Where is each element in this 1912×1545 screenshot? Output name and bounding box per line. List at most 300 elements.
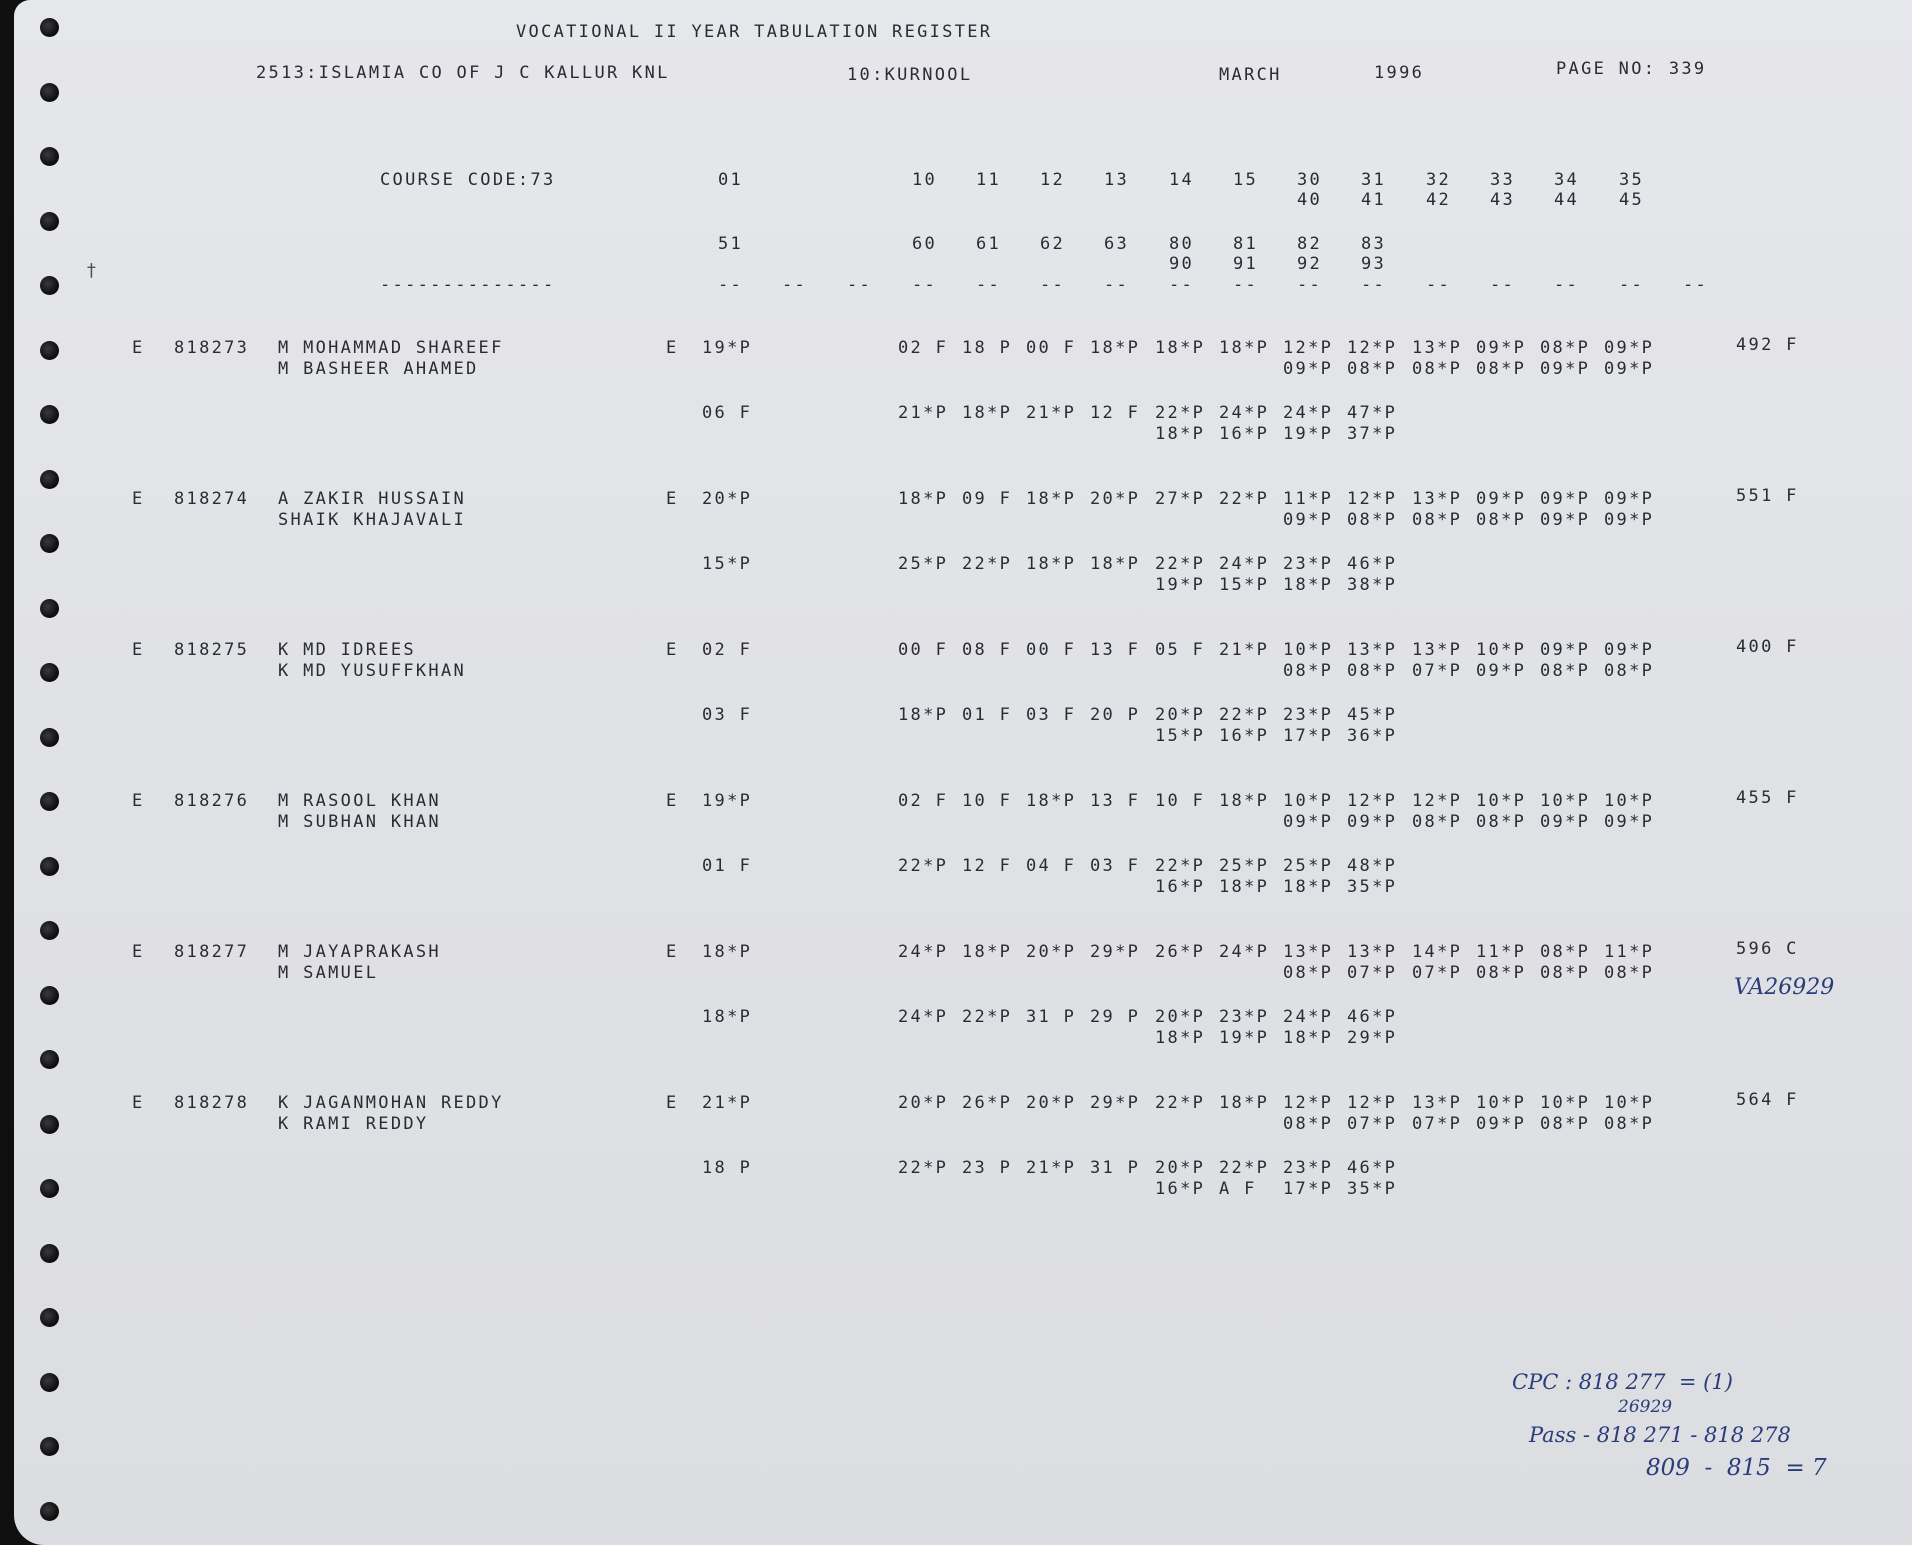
mark-cell: 10*P: [1476, 1093, 1527, 1113]
total-result: 596 C: [1736, 939, 1799, 959]
handwritten-note-count: 809 - 815 = 7: [1646, 1455, 1827, 1481]
mark-cell: 18*P: [1090, 554, 1141, 574]
handwritten-note-pass: Pass - 818 271 - 818 278: [1529, 1423, 1791, 1447]
mark-cell: 02 F: [898, 791, 949, 811]
mark-cell: 18*P: [1219, 877, 1270, 897]
mark-cell: 00 F: [1026, 640, 1077, 660]
punch-hole: [40, 857, 59, 876]
mark-cell: 09*P: [1347, 812, 1398, 832]
mark-cell: 01 F: [702, 856, 753, 876]
mark-cell: 24*P: [1219, 554, 1270, 574]
exam-month: MARCH: [1219, 65, 1282, 85]
mark-cell: 27*P: [1155, 489, 1206, 509]
record-prefix: E: [132, 1093, 145, 1113]
mark-cell: 20*P: [1155, 1158, 1206, 1178]
course-column-code: 63: [1104, 234, 1130, 254]
mark-cell: 31 P: [1090, 1158, 1141, 1178]
mark-cell: 16*P: [1219, 726, 1270, 746]
mark-cell: 21*P: [1026, 1158, 1077, 1178]
punch-holes: [32, 0, 68, 1545]
course-column-code: 34: [1554, 170, 1580, 190]
student-name: K JAGANMOHAN REDDY: [278, 1093, 504, 1113]
course-column-code: 80: [1169, 234, 1195, 254]
course-column-code: 30: [1297, 170, 1323, 190]
mark-cell: 22*P: [1219, 705, 1270, 725]
mark-cell: 21*P: [702, 1093, 753, 1113]
mark-cell: 18*P: [962, 403, 1013, 423]
column-dash: --: [1361, 275, 1387, 295]
mark-cell: 08*P: [1412, 359, 1463, 379]
mark-cell: 22*P: [1155, 856, 1206, 876]
punch-hole: [40, 276, 59, 295]
course-column-code: 14: [1169, 170, 1195, 190]
mark-cell: 37*P: [1347, 424, 1398, 444]
punch-hole: [40, 1437, 59, 1456]
course-column-code: 15: [1233, 170, 1259, 190]
record-prefix: E: [132, 942, 145, 962]
mark-cell: 13 F: [1090, 791, 1141, 811]
column-dash: --: [1233, 275, 1259, 295]
course-column-code: 60: [912, 234, 938, 254]
mark-cell: 09 F: [962, 489, 1013, 509]
mark-cell: 19*P: [1155, 575, 1206, 595]
mark-cell: 07*P: [1347, 963, 1398, 983]
father-name: M BASHEER AHAMED: [278, 359, 479, 379]
mark-cell: 13*P: [1412, 640, 1463, 660]
column-dash: --: [1554, 275, 1580, 295]
mark-cell: 24*P: [1283, 1007, 1334, 1027]
mark-cell: 21*P: [1219, 640, 1270, 660]
punch-hole: [40, 1308, 59, 1327]
mark-cell: 12*P: [1347, 791, 1398, 811]
student-name: M RASOOL KHAN: [278, 791, 441, 811]
punch-hole: [40, 341, 59, 360]
punch-hole: [40, 1179, 59, 1198]
mark-cell: 08*P: [1412, 812, 1463, 832]
mark-cell: 13 F: [1090, 640, 1141, 660]
mark-cell: 09*P: [1283, 510, 1334, 530]
mark-cell: 12 F: [962, 856, 1013, 876]
mark-cell: 11*P: [1604, 942, 1655, 962]
medium-code: E: [666, 1093, 679, 1113]
mark-cell: 20*P: [1090, 489, 1141, 509]
column-dash: --: [912, 275, 938, 295]
student-name: M JAYAPRAKASH: [278, 942, 441, 962]
punch-hole: [40, 1115, 59, 1134]
mark-cell: 10 F: [962, 791, 1013, 811]
course-column-code: 35: [1619, 170, 1645, 190]
medium-code: E: [666, 640, 679, 660]
mark-cell: 23*P: [1219, 1007, 1270, 1027]
mark-cell: 18*P: [1283, 1028, 1334, 1048]
roll-number: 818274: [174, 489, 250, 509]
course-column-code: 33: [1490, 170, 1516, 190]
father-name: K MD YUSUFFKHAN: [278, 661, 467, 681]
mark-cell: 10*P: [1540, 791, 1591, 811]
mark-cell: 20*P: [1155, 705, 1206, 725]
course-column-code: 42: [1426, 190, 1452, 210]
course-column-code: 62: [1040, 234, 1066, 254]
mark-cell: 20*P: [898, 1093, 949, 1113]
mark-cell: 45*P: [1347, 705, 1398, 725]
mark-cell: 12*P: [1412, 791, 1463, 811]
punch-hole: [40, 986, 59, 1005]
mark-cell: 18*P: [702, 1007, 753, 1027]
mark-cell: 09*P: [1283, 812, 1334, 832]
exam-year: 1996: [1374, 63, 1425, 83]
mark-cell: 24*P: [1219, 403, 1270, 423]
mark-cell: 10*P: [1540, 1093, 1591, 1113]
mark-cell: 08*P: [1540, 942, 1591, 962]
mark-cell: 10*P: [1604, 791, 1655, 811]
mark-cell: 09*P: [1540, 489, 1591, 509]
punch-hole: [40, 470, 59, 489]
mark-cell: 23*P: [1283, 554, 1334, 574]
mark-cell: 12 F: [1090, 403, 1141, 423]
punch-hole: [40, 599, 59, 618]
mark-cell: 09*P: [1540, 812, 1591, 832]
course-column-code: 92: [1297, 254, 1323, 274]
mark-cell: 12*P: [1347, 338, 1398, 358]
mark-cell: 31 P: [1026, 1007, 1077, 1027]
mark-cell: 29*P: [1090, 942, 1141, 962]
register-sheet: [14, 0, 1912, 1545]
mark-cell: 35*P: [1347, 1179, 1398, 1199]
course-code: COURSE CODE:73: [380, 170, 556, 190]
mark-cell: 08*P: [1283, 963, 1334, 983]
mark-cell: 08*P: [1476, 812, 1527, 832]
mark-cell: 05 F: [1155, 640, 1206, 660]
mark-cell: 08*P: [1604, 963, 1655, 983]
mark-cell: 13*P: [1283, 942, 1334, 962]
column-dash: --: [1490, 275, 1516, 295]
mark-cell: 19*P: [1219, 1028, 1270, 1048]
mark-cell: 03 F: [1090, 856, 1141, 876]
roll-number: 818275: [174, 640, 250, 660]
mark-cell: 29 P: [1090, 1007, 1141, 1027]
mark-cell: 17*P: [1283, 726, 1334, 746]
page-number: PAGE NO: 339: [1556, 59, 1707, 79]
punch-hole: [40, 1502, 59, 1521]
mark-cell: 16*P: [1155, 877, 1206, 897]
mark-cell: 08*P: [1283, 661, 1334, 681]
mark-cell: A F: [1219, 1179, 1257, 1199]
mark-cell: 46*P: [1347, 554, 1398, 574]
mark-cell: 11*P: [1283, 489, 1334, 509]
roll-number: 818273: [174, 338, 250, 358]
mark-cell: 12*P: [1347, 489, 1398, 509]
course-column-code: 81: [1233, 234, 1259, 254]
course-column-code: 10: [912, 170, 938, 190]
mark-cell: 09*P: [1540, 640, 1591, 660]
mark-cell: 08*P: [1604, 1114, 1655, 1134]
mark-cell: 08*P: [1347, 661, 1398, 681]
mark-cell: 20*P: [1026, 942, 1077, 962]
punch-hole: [40, 921, 59, 940]
medium-code: E: [666, 338, 679, 358]
mark-cell: 19*P: [702, 791, 753, 811]
mark-cell: 09*P: [1604, 338, 1655, 358]
record-prefix: E: [132, 489, 145, 509]
punch-hole: [40, 1373, 59, 1392]
mark-cell: 22*P: [898, 856, 949, 876]
mark-cell: 46*P: [1347, 1158, 1398, 1178]
course-column-code: 51: [718, 234, 744, 254]
mark-cell: 13*P: [1347, 942, 1398, 962]
total-result: 400 F: [1736, 637, 1799, 657]
district-name: 10:KURNOOL: [847, 65, 973, 85]
punch-hole: [40, 663, 59, 682]
medium-code: E: [666, 791, 679, 811]
mark-cell: 09*P: [1476, 661, 1527, 681]
record-prefix: E: [132, 791, 145, 811]
mark-cell: 18*P: [702, 942, 753, 962]
record-prefix: E: [132, 640, 145, 660]
handwritten-note-cpc-number: 26929: [1618, 1397, 1673, 1417]
student-name: A ZAKIR HUSSAIN: [278, 489, 467, 509]
punch-hole: [40, 83, 59, 102]
course-column-code: 45: [1619, 190, 1645, 210]
mark-cell: 09*P: [1540, 359, 1591, 379]
course-column-code: 32: [1426, 170, 1452, 190]
father-name: SHAIK KHAJAVALI: [278, 510, 467, 530]
mark-cell: 22*P: [1155, 403, 1206, 423]
column-dash: --: [1297, 275, 1323, 295]
punch-hole: [40, 212, 59, 231]
total-result: 492 F: [1736, 335, 1799, 355]
course-column-code: 61: [976, 234, 1002, 254]
mark-cell: 08 F: [962, 640, 1013, 660]
mark-cell: 25*P: [1219, 856, 1270, 876]
mark-cell: 20*P: [1155, 1007, 1206, 1027]
roll-number: 818277: [174, 942, 250, 962]
record-prefix: E: [132, 338, 145, 358]
student-name: M MOHAMMAD SHAREEF: [278, 338, 504, 358]
mark-cell: 13*P: [1412, 1093, 1463, 1113]
mark-cell: 09*P: [1604, 489, 1655, 509]
mark-cell: 09*P: [1476, 489, 1527, 509]
mark-cell: 10*P: [1604, 1093, 1655, 1113]
mark-cell: 12*P: [1347, 1093, 1398, 1113]
course-column-code: 40: [1297, 190, 1323, 210]
mark-cell: 20*P: [1026, 1093, 1077, 1113]
mark-cell: 18*P: [1219, 338, 1270, 358]
mark-cell: 35*P: [1347, 877, 1398, 897]
course-column-code: 41: [1361, 190, 1387, 210]
total-result: 455 F: [1736, 788, 1799, 808]
mark-cell: 07*P: [1412, 661, 1463, 681]
mark-cell: 00 F: [1026, 338, 1077, 358]
handwritten-note-cpc: CPC : 818 277 = (1): [1512, 1370, 1733, 1394]
mark-cell: 08*P: [1540, 963, 1591, 983]
mark-cell: 19*P: [1283, 424, 1334, 444]
mark-cell: 07*P: [1412, 1114, 1463, 1134]
mark-cell: 22*P: [898, 1158, 949, 1178]
mark-cell: 36*P: [1347, 726, 1398, 746]
mark-cell: 13*P: [1412, 338, 1463, 358]
mark-cell: 04 F: [1026, 856, 1077, 876]
mark-cell: 07*P: [1412, 963, 1463, 983]
column-dash: --: [718, 275, 744, 295]
father-name: M SAMUEL: [278, 963, 379, 983]
column-dash: --: [1040, 275, 1066, 295]
punch-hole: [40, 1050, 59, 1069]
mark-cell: 10*P: [1283, 640, 1334, 660]
mark-cell: 08*P: [1540, 661, 1591, 681]
column-dash: --: [1104, 275, 1130, 295]
mark-cell: 18*P: [1090, 338, 1141, 358]
mark-cell: 18*P: [1219, 1093, 1270, 1113]
mark-cell: 18*P: [1283, 877, 1334, 897]
mark-cell: 03 F: [1026, 705, 1077, 725]
mark-cell: 24*P: [1219, 942, 1270, 962]
mark-cell: 12*P: [1283, 338, 1334, 358]
mark-cell: 01 F: [962, 705, 1013, 725]
mark-cell: 22*P: [962, 1007, 1013, 1027]
mark-cell: 07*P: [1347, 1114, 1398, 1134]
course-column-code: 13: [1104, 170, 1130, 190]
punch-hole: [40, 534, 59, 553]
punch-hole: [40, 18, 59, 37]
mark-cell: 08*P: [1347, 359, 1398, 379]
column-dash: --: [1169, 275, 1195, 295]
college-name: 2513:ISLAMIA CO OF J C KALLUR KNL: [256, 63, 670, 83]
mark-cell: 13*P: [1347, 640, 1398, 660]
mark-cell: 10 F: [1155, 791, 1206, 811]
mark-cell: 18*P: [1026, 489, 1077, 509]
mark-cell: 18*P: [1283, 575, 1334, 595]
mark-cell: 18*P: [962, 942, 1013, 962]
mark-cell: 18*P: [898, 489, 949, 509]
mark-cell: 09*P: [1604, 359, 1655, 379]
mark-cell: 18*P: [898, 705, 949, 725]
mark-cell: 18 P: [962, 338, 1013, 358]
mark-cell: 09*P: [1540, 510, 1591, 530]
column-dash: --: [1619, 275, 1645, 295]
course-column-code: 11: [976, 170, 1002, 190]
father-name: M SUBHAN KHAN: [278, 812, 441, 832]
course-underline: --------------: [380, 275, 556, 295]
punch-hole: [40, 728, 59, 747]
roll-number: 818276: [174, 791, 250, 811]
mark-cell: 02 F: [898, 338, 949, 358]
mark-cell: 00 F: [898, 640, 949, 660]
mark-cell: 10*P: [1476, 640, 1527, 660]
mark-cell: 20*P: [702, 489, 753, 509]
mark-cell: 24*P: [898, 1007, 949, 1027]
course-column-code: 91: [1233, 254, 1259, 274]
roll-number: 818278: [174, 1093, 250, 1113]
course-column-code: 31: [1361, 170, 1387, 190]
course-column-code: 01: [718, 170, 744, 190]
mark-cell: 13*P: [1412, 489, 1463, 509]
mark-cell: 18*P: [1155, 1028, 1206, 1048]
mark-cell: 02 F: [702, 640, 753, 660]
mark-cell: 29*P: [1347, 1028, 1398, 1048]
mark-cell: 08*P: [1283, 1114, 1334, 1134]
student-name: K MD IDREES: [278, 640, 416, 660]
mark-cell: 21*P: [1026, 403, 1077, 423]
course-column-code: 43: [1490, 190, 1516, 210]
mark-cell: 23 P: [962, 1158, 1013, 1178]
mark-cell: 29*P: [1090, 1093, 1141, 1113]
mark-cell: 48*P: [1347, 856, 1398, 876]
mark-cell: 18 P: [702, 1158, 753, 1178]
mark-cell: 25*P: [898, 554, 949, 574]
course-column-code: 12: [1040, 170, 1066, 190]
mark-cell: 22*P: [1219, 1158, 1270, 1178]
mark-cell: 15*P: [1219, 575, 1270, 595]
mark-cell: 47*P: [1347, 403, 1398, 423]
mark-cell: 20 P: [1090, 705, 1141, 725]
mark-cell: 10*P: [1283, 791, 1334, 811]
father-name: K RAMI REDDY: [278, 1114, 429, 1134]
course-column-code: 93: [1361, 254, 1387, 274]
mark-cell: 23*P: [1283, 705, 1334, 725]
medium-code: E: [666, 489, 679, 509]
mark-cell: 09*P: [1476, 338, 1527, 358]
column-dash: --: [1426, 275, 1452, 295]
total-result: 551 F: [1736, 486, 1799, 506]
mark-cell: 08*P: [1347, 510, 1398, 530]
mark-cell: 15*P: [702, 554, 753, 574]
mark-cell: 22*P: [1155, 1093, 1206, 1113]
mark-cell: 08*P: [1412, 510, 1463, 530]
mark-cell: 16*P: [1155, 1179, 1206, 1199]
mark-cell: 15*P: [1155, 726, 1206, 746]
course-column-code: 83: [1361, 234, 1387, 254]
course-column-code: 82: [1297, 234, 1323, 254]
mark-cell: 17*P: [1283, 1179, 1334, 1199]
mark-cell: 24*P: [898, 942, 949, 962]
mark-cell: 06 F: [702, 403, 753, 423]
punch-hole: [40, 1244, 59, 1263]
punch-hole: [40, 792, 59, 811]
mark-cell: 09*P: [1476, 1114, 1527, 1134]
mark-cell: 46*P: [1347, 1007, 1398, 1027]
column-dash: --: [976, 275, 1002, 295]
mark-cell: 22*P: [962, 554, 1013, 574]
total-result: 564 F: [1736, 1090, 1799, 1110]
column-dash: --: [782, 275, 808, 295]
mark-cell: 21*P: [898, 403, 949, 423]
mark-cell: 08*P: [1540, 1114, 1591, 1134]
mark-cell: 03 F: [702, 705, 753, 725]
punch-hole: [40, 147, 59, 166]
mark-cell: 08*P: [1476, 359, 1527, 379]
mark-cell: 10*P: [1476, 791, 1527, 811]
register-title: VOCATIONAL II YEAR TABULATION REGISTER: [516, 22, 993, 42]
mark-cell: 08*P: [1476, 963, 1527, 983]
mark-cell: 25*P: [1283, 856, 1334, 876]
column-dash: --: [1683, 275, 1709, 295]
mark-cell: 09*P: [1604, 812, 1655, 832]
mark-cell: 08*P: [1476, 510, 1527, 530]
handwritten-stamp: VA26929: [1734, 975, 1835, 1000]
pencil-mark: †: [86, 260, 97, 281]
mark-cell: 18*P: [1219, 791, 1270, 811]
mark-cell: 18*P: [1155, 424, 1206, 444]
course-column-code: 90: [1169, 254, 1195, 274]
mark-cell: 08*P: [1540, 338, 1591, 358]
punch-hole: [40, 405, 59, 424]
mark-cell: 18*P: [1026, 554, 1077, 574]
mark-cell: 23*P: [1283, 1158, 1334, 1178]
mark-cell: 22*P: [1219, 489, 1270, 509]
mark-cell: 09*P: [1604, 510, 1655, 530]
mark-cell: 09*P: [1604, 640, 1655, 660]
medium-code: E: [666, 942, 679, 962]
